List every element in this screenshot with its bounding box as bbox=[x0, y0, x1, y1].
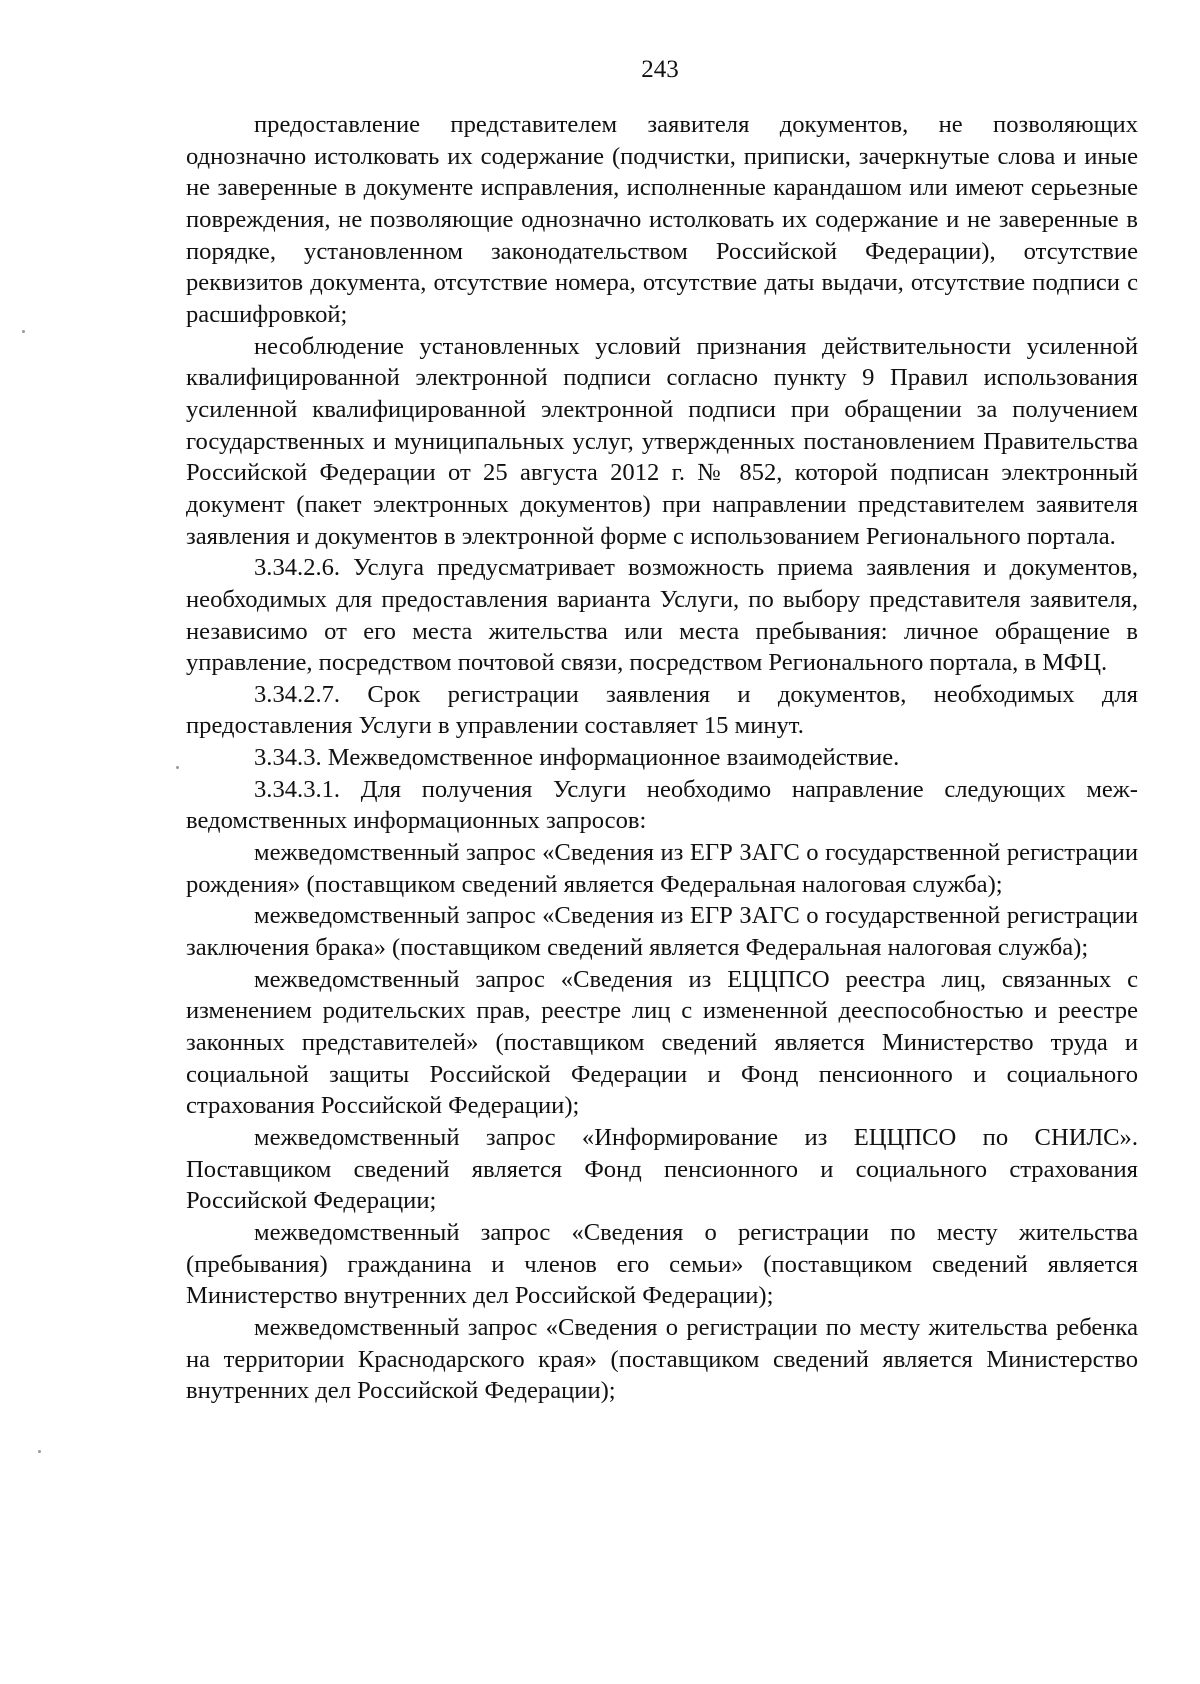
page-number: 243 bbox=[641, 56, 679, 83]
paragraph: межведомственный запрос «Сведения о регистрации по месту жительства ребенка на территории Краснодарского края» (поставщиком сведений является Министерство внутренних дел Российской Федерации); bbox=[186, 1313, 1138, 1405]
scan-speck bbox=[176, 766, 179, 769]
paragraph: межведомственный запрос «Сведения о регистрации по месту жительства (пребывания) гражданина и членов его семьи» (поставщиком сведений является Министерство внутренних дел Российской Федерации); bbox=[186, 1218, 1138, 1310]
paragraph: 3.34.3.1. Для получения Услуги необходимо направление следующих межведомственных информационных запросов: bbox=[186, 775, 1138, 835]
scan-speck bbox=[22, 330, 25, 333]
scan-speck bbox=[38, 1450, 41, 1453]
paragraph: межведомственный запрос «Информирование из ЕЦЦПСО по СНИЛС». Поставщиком сведений является Фонд пенсионного и социального страхования Российской Федерации; bbox=[186, 1124, 1138, 1215]
paragraph: межведомственный запрос «Сведения из ЕГР ЗАГС о государственной регистрации рождения» (поставщиком сведений является Федеральная налоговая служба); bbox=[186, 839, 1138, 898]
paragraph: межведомственный запрос «Сведения из ЕГР ЗАГС о государственной регистрации заключения брака» (поставщиком сведений является Федеральная налоговая служба); bbox=[186, 902, 1138, 962]
paragraph: несоблюдение установленных условий признания действительности усиленной квалифицированной электронной подписи согласно пункту 9 Правил использования усиленной квалифицированной электронной подписи при обращении за получением государственных и муниципальных услуг, утвержденных постановлением Правительства Российской Федерации от 25 августа 2012 г. № 852, которой подписан электронный документ (пакет электронных документов) при направлении представителем заявителя заявления и документов в электронной форме с использованием Регионального портала. bbox=[186, 332, 1138, 550]
document-body bbox=[186, 109, 1138, 1407]
paragraph: предоставление представителем заявителя документов, не позволяющих однозначно истолковать их содержание (подчистки, приписки, зачеркнутые слова и иные не заверенные в документе исправления, исполненные карандашом или имеют серьезные повреждения, не позволяющие однозначно истолковать их содержание и не заверенные в порядке, установленном законодательством Российской Федерации), отсутствие реквизитов документа, отсутствие номера, отсутствие даты выдачи, отсутствие подписи с расшифровкой; bbox=[186, 111, 1138, 328]
paragraph: 3.34.3. Межведомственное информационное взаимодействие. bbox=[254, 744, 900, 772]
paragraph: 3.34.2.7. Срок регистрации заявления и документов, необходимых для предоставления Услуги в управлении составляет 15 минут. bbox=[186, 680, 1138, 740]
paragraph: 3.34.2.6. Услуга предусматривает возможность приема заявления и документов, необходимых для предоставления варианта Услуги, по выбору представителя заявителя, независимо от его места жительства или места пребывания: личное обращение в управление, посредством почтовой связи, посредством Регионального портала, в МФЦ. bbox=[186, 554, 1138, 677]
paragraph: межведомственный запрос «Сведения из ЕЦЦПСО реестра лиц, связанных с изменением родительских прав, реестре лиц с измененной дееспособностью и реестре законных представителей» (поставщиком сведений является Министерство труда и социальной защиты Российской Федерации и Фонд пенсионного и социального страхования Российской Федерации); bbox=[186, 965, 1138, 1120]
